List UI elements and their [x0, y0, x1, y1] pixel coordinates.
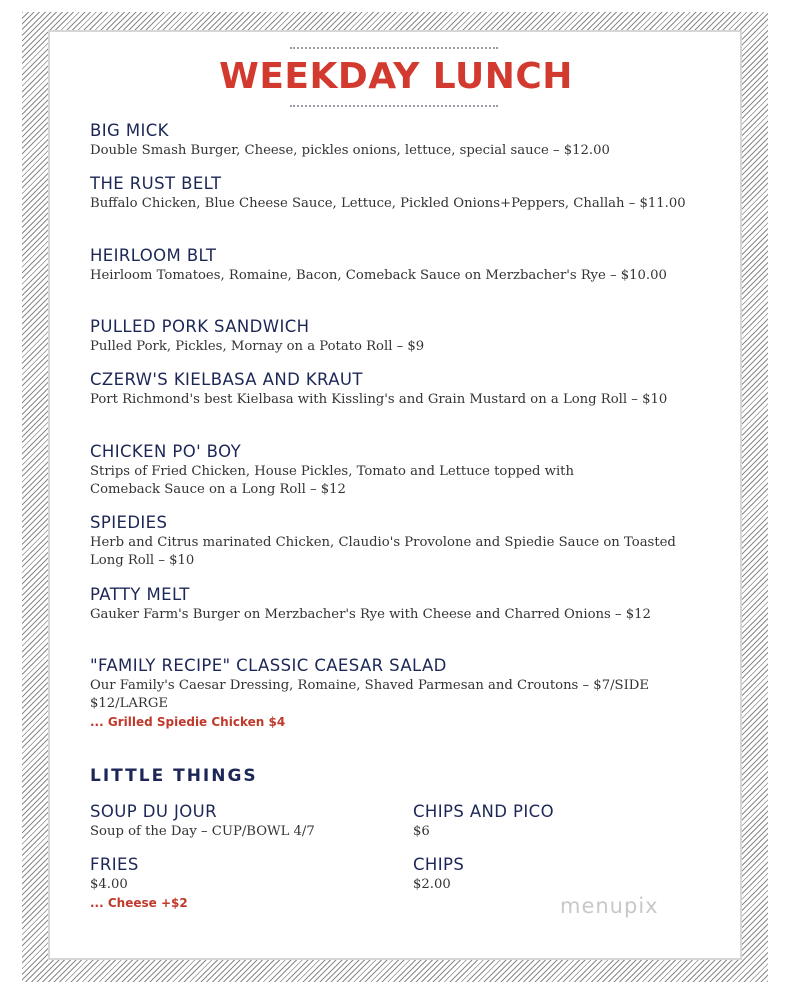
- item-description: Gauker Farm's Burger on Merzbacher's Rye with Cheese and Charred Onions – $12: [90, 607, 651, 622]
- menu-item-patty-melt: [90, 585, 690, 624]
- menu-item-soup-du-jour: [90, 802, 390, 841]
- title-divider-bottom: [290, 105, 498, 107]
- watermark: menupix: [560, 894, 659, 918]
- item-description: Heirloom Tomatoes, Romaine, Bacon, Comeback Sauce on Merzbacher's Rye – $10.00: [90, 268, 667, 283]
- item-name: BIG MICK: [90, 121, 169, 140]
- item-description: $4.00: [90, 877, 128, 892]
- section-title-little-things: LITTLE THINGS: [90, 766, 258, 786]
- menu-item-chips-and-pico: [413, 802, 693, 841]
- menu-item-big-mick: [90, 121, 700, 160]
- item-description: Pulled Pork, Pickles, Mornay on a Potato Roll – $9: [90, 339, 425, 354]
- item-name: CZERW'S KIELBASA AND KRAUT: [90, 370, 363, 389]
- menu-item-kielbasa: [90, 370, 700, 409]
- menu-title: WEEKDAY LUNCH: [219, 56, 573, 97]
- menu-item-fries: [90, 855, 390, 911]
- menu-item-pulled-pork: [90, 317, 700, 356]
- item-description: $2.00: [413, 877, 451, 892]
- item-description: Soup of the Day – CUP/BOWL 4/7: [90, 824, 315, 839]
- menu-item-chicken-po-boy: [90, 442, 635, 499]
- item-description: Buffalo Chicken, Blue Cheese Sauce, Lettuce, Pickled Onions+Peppers, Challah – $11.00: [90, 196, 686, 211]
- menu-item-rust-belt: [90, 174, 700, 213]
- item-name: "FAMILY RECIPE" CLASSIC CAESAR SALAD: [90, 656, 447, 675]
- item-description: Our Family's Caesar Dressing, Romaine, Shaved Parmesan and Croutons – $7/SIDE $12/LARGE: [90, 678, 649, 711]
- menu-item-spiedies: [90, 513, 680, 570]
- item-name: PATTY MELT: [90, 585, 190, 604]
- item-name: CHIPS: [413, 855, 465, 874]
- item-addon: ... Grilled Spiedie Chicken $4: [90, 715, 286, 729]
- menu-item-chips: [413, 855, 693, 894]
- menu-item-caesar-salad: [90, 656, 650, 730]
- item-addon: ... Cheese +$2: [90, 896, 188, 910]
- title-divider-top: [290, 47, 498, 49]
- item-name: CHICKEN PO' BOY: [90, 442, 242, 461]
- item-name: SPIEDIES: [90, 513, 168, 532]
- menu-item-heirloom-blt: [90, 246, 700, 285]
- item-description: Double Smash Burger, Cheese, pickles onions, lettuce, special sauce – $12.00: [90, 143, 610, 158]
- item-description: Port Richmond's best Kielbasa with Kissling's and Grain Mustard on a Long Roll – $10: [90, 392, 668, 407]
- item-description: Strips of Fried Chicken, House Pickles, Tomato and Lettuce topped with Comeback Sauce on a Long Roll – $12: [90, 464, 574, 497]
- item-name: HEIRLOOM BLT: [90, 246, 217, 265]
- item-name: FRIES: [90, 855, 139, 874]
- item-description: $6: [413, 824, 430, 839]
- item-name: PULLED PORK SANDWICH: [90, 317, 310, 336]
- item-description: Herb and Citrus marinated Chicken, Claudio's Provolone and Spiedie Sauce on Toasted Long Roll – $10: [90, 535, 676, 568]
- item-name: CHIPS AND PICO: [413, 802, 554, 821]
- item-name: SOUP DU JOUR: [90, 802, 217, 821]
- item-name: THE RUST BELT: [90, 174, 222, 193]
